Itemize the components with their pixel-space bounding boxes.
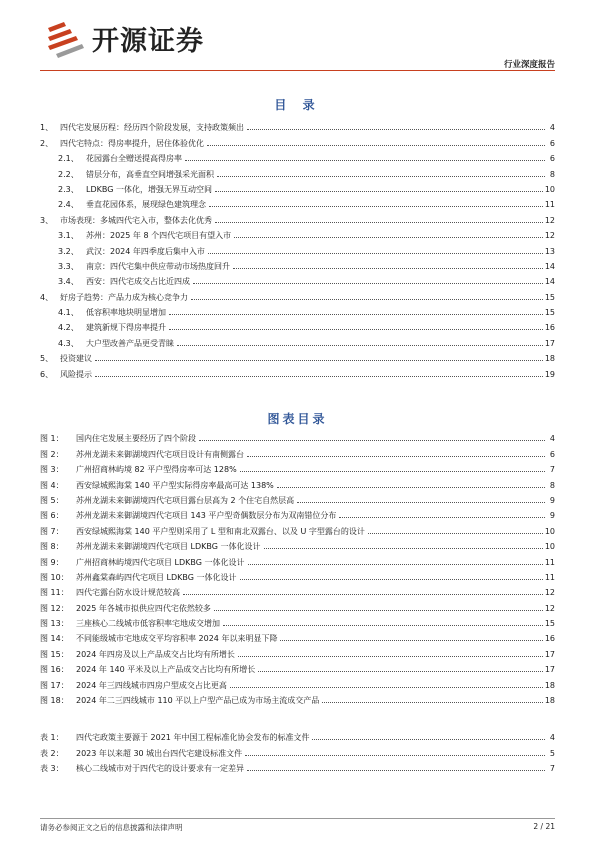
leader-dots [191,299,543,300]
toc-entry[interactable] [40,690,555,705]
leader-dots [209,206,543,207]
entry-title: 风险提示 [60,369,92,379]
leader-dots [185,160,545,161]
leader-dots [234,237,543,238]
entry-title: 三座核心二线城市低容积率宅地成交增加 [76,619,220,629]
footer-page-number: 2 / 21 [533,822,555,831]
brand-name: 开源证券 [92,25,204,57]
toc-entry[interactable] [40,240,555,255]
entry-title: 低容积率地块明显增加 [86,308,166,318]
entry-page: 12 [544,215,555,225]
toc-entry[interactable] [40,582,555,597]
entry-title: 广州招商林屿境 82 平户型得房率可达 128% [76,465,237,475]
entry-title: 市场表现：多城四代宅入市，整体去化优秀 [60,215,212,225]
entry-title: 苏州龙湖未来御湖境四代宅项目露台层高为 2 个住宅自然层高 [76,495,295,505]
entry-page: 16 [544,323,555,333]
entry-page: 8 [549,480,555,490]
entry-title: 南京：四代宅集中供应带动市场热度回升 [86,261,230,271]
entry-title: 西安绿城熙海棠 140 平户型实际得房率最高可达 138% [76,480,274,490]
leader-dots [214,610,543,611]
entry-number: 图 6： [40,511,64,521]
entry-page: 14 [544,277,555,287]
entry-title: 投资建议 [60,354,92,364]
entry-title: 建筑新规下得房率提升 [86,323,166,333]
entry-page: 19 [544,369,555,379]
entry-number: 图 11： [40,588,69,598]
toc-entry[interactable] [40,628,555,643]
entry-number: 图 13： [40,619,69,629]
entry-title: 苏州龙湖未来御湖境四代宅项目设计有南侧露台 [76,449,244,459]
entry-title: 2023 年以来超 30 城出台四代宅建设标准文件 [76,748,243,758]
leader-dots [322,702,543,703]
leader-dots [247,770,545,771]
entry-title: 2024 年 140 平米及以上产品成交占比均有所增长 [76,665,256,675]
entry-title: 2025 年各城市拟供应四代宅依然较多 [76,603,211,613]
leader-dots [240,579,543,580]
entry-number: 图 4： [40,480,64,490]
entry-number: 图 10： [40,572,69,582]
entry-number: 2.2、 [58,169,79,179]
entry-title: 好房子趋势：产品力成为核心竞争力 [60,292,188,302]
entry-number: 图 15： [40,649,69,659]
entry-title: 苏州龙湖未来御湖境四代宅项目 143 平户型奇偶数层分布为双南错位分布 [76,511,337,521]
entry-page: 7 [549,764,555,774]
toc-entry[interactable] [40,348,555,363]
entry-number: 图 17： [40,680,69,690]
leader-dots [215,222,543,223]
leader-dots [169,314,543,315]
toc-title: 目 录 [274,98,321,112]
toc-entry[interactable] [40,536,555,551]
toc-entry[interactable] [40,597,555,612]
entry-number: 3.1、 [58,231,79,241]
entry-title: 垂直花园体系，展现绿色建筑理念 [86,200,206,210]
entry-number: 图 9： [40,557,64,567]
entry-title: 2024 年三四线城市四房户型成交占比更高 [76,680,227,690]
leader-dots [238,656,543,657]
toc-entry[interactable] [40,551,555,566]
entry-number: 表 2： [40,748,64,758]
entry-number: 4.2、 [58,323,79,333]
leader-dots [169,329,543,330]
leader-dots [240,471,545,472]
toc-entry[interactable] [40,459,555,474]
toc-entry[interactable] [40,132,555,147]
entry-title: 四代宅特点：得房率提升，居住体验优化 [60,138,204,148]
toc-entry[interactable] [40,474,555,489]
leader-dots [264,548,543,549]
leader-dots [339,517,545,518]
page-header [0,0,595,70]
toc-entry[interactable] [40,520,555,535]
entry-page: 18 [544,354,555,364]
entry-page: 18 [544,680,555,690]
leader-dots [280,640,542,641]
entry-page: 4 [549,434,555,444]
leader-dots [208,253,543,254]
figure-toc-list [40,428,555,705]
entry-number: 4、 [40,292,54,302]
leader-dots [368,533,543,534]
entry-page: 15 [544,619,555,629]
leader-dots [312,739,545,740]
entry-title: 四代宅政策主要源于 2021 年中国工程标准化协会发布的标准文件 [76,733,310,743]
toc-entry[interactable] [40,613,555,628]
entry-page: 13 [544,246,555,256]
entry-title: 西安：四代宅成交占比近四成 [86,277,190,287]
entry-title: 错层分布，高垂直空间增强采光面积 [86,169,214,179]
leader-dots [95,376,543,377]
toc-entry[interactable] [40,659,555,674]
report-type: 行业深度报告 [503,60,555,70]
entry-number: 图 18： [40,696,69,706]
entry-page: 5 [549,748,555,758]
toc-entry[interactable] [40,428,555,443]
toc-entry[interactable] [40,256,555,271]
entry-title: 广州招商林屿境四代宅项目 LDKBG 一体化设计 [76,557,245,567]
entry-title: 花园露台全赠送提高得房率 [86,154,182,164]
toc-entry[interactable] [40,271,555,286]
entry-page: 14 [544,261,555,271]
entry-title: LDKBG 一体化，增强无界互动空间 [86,184,212,194]
leader-dots [95,360,543,361]
entry-page: 12 [544,588,555,598]
entry-title: 苏州鑫棠森屿四代宅项目 LDKBG 一体化设计 [76,572,237,582]
entry-page: 8 [549,169,555,179]
entry-page: 4 [549,733,555,743]
toc-entry[interactable] [40,286,555,301]
brand-mark-icon [44,18,88,58]
entry-number: 6、 [40,369,54,379]
toc-entry[interactable] [40,163,555,178]
toc-entry[interactable] [40,643,555,658]
entry-page: 10 [544,184,555,194]
entry-title: 西安绿城熙海棠 140 平户型则采用了 L 型和南北双露台、以及 U 字型露台的设计 [76,526,365,536]
toc-entry[interactable] [40,727,555,742]
leader-dots [230,687,543,688]
entry-number: 4.1、 [58,308,79,318]
figure-toc-title: 图表目录 [267,412,328,426]
entry-number: 图 14： [40,634,69,644]
entry-page: 18 [544,696,555,706]
entry-title: 四代宅发展历程：经历四个阶段发展，支持政策频出 [60,123,244,133]
entry-title: 苏州：2025 年 8 个四代宅项目有望入市 [86,231,232,241]
entry-title: 2024 年二三四线城市 110 平以上户型产品已成为市场主流成交产品 [76,696,320,706]
toc-entry[interactable] [40,117,555,132]
leader-dots [217,176,545,177]
entry-number: 图 12： [40,603,69,613]
toc-entry[interactable] [40,332,555,347]
entry-title: 武汉：2024 年四季度后集中入市 [86,246,205,256]
leader-dots [233,268,543,269]
toc-entry[interactable] [40,758,555,773]
entry-page: 16 [544,634,555,644]
entry-number: 2.1、 [58,154,79,164]
toc-entry[interactable] [40,317,555,332]
toc-entry[interactable] [40,505,555,520]
entry-page: 6 [549,154,555,164]
entry-page: 17 [544,665,555,675]
entry-title: 国内住宅发展主要经历了四个阶段 [76,434,196,444]
entry-number: 3.4、 [58,277,79,287]
entry-number: 2、 [40,138,54,148]
leader-dots [183,594,543,595]
toc-entry[interactable] [40,225,555,240]
entry-page: 12 [544,603,555,613]
toc-entry[interactable] [40,363,555,378]
entry-number: 图 7： [40,526,64,536]
entry-number: 图 8： [40,542,64,552]
entry-page: 6 [549,138,555,148]
leader-dots [177,345,543,346]
leader-dots [199,440,545,441]
toc-entry[interactable] [40,209,555,224]
brand-logo [44,18,204,58]
toc-entry[interactable] [40,148,555,163]
entry-page: 12 [544,231,555,241]
entry-number: 2.3、 [58,184,79,194]
toc-entry[interactable] [40,674,555,689]
header-divider [40,70,555,71]
entry-page: 9 [549,511,555,521]
leader-dots [247,129,545,130]
entry-page: 11 [544,200,555,210]
entry-number: 表 1： [40,733,64,743]
leader-dots [247,456,545,457]
toc-entry[interactable] [40,443,555,458]
entry-title: 2024 年四房及以上产品成交占比均有所增长 [76,649,235,659]
entry-number: 图 5： [40,495,64,505]
entry-number: 3、 [40,215,54,225]
entry-page: 17 [544,338,555,348]
leader-dots [258,671,543,672]
entry-page: 11 [544,557,555,567]
leader-dots [297,502,545,503]
leader-dots [248,564,543,565]
leader-dots [207,145,545,146]
leader-dots [245,755,545,756]
entry-page: 9 [549,495,555,505]
entry-number: 3.2、 [58,246,79,256]
entry-number: 图 3： [40,465,64,475]
footer-divider [40,818,555,819]
entry-page: 6 [549,449,555,459]
entry-page: 7 [549,465,555,475]
entry-number: 3.3、 [58,261,79,271]
entry-page: 4 [549,123,555,133]
entry-title: 不同能级城市宅地成交平均容积率 2024 年以来明显下降 [76,634,278,644]
entry-page: 10 [544,526,555,536]
entry-number: 1、 [40,123,54,133]
toc-entry[interactable] [40,567,555,582]
entry-title: 苏州龙湖未来御湖境四代宅项目 LDKBG 一体化设计 [76,542,261,552]
entry-number: 表 3： [40,764,64,774]
toc-entry[interactable] [40,302,555,317]
entry-page: 15 [544,308,555,318]
footer-disclaimer: 请务必参阅正文之后的信息披露和法律声明 [40,823,183,832]
toc-entry[interactable] [40,179,555,194]
leader-dots [193,283,543,284]
entry-page: 15 [544,292,555,302]
entry-page: 10 [544,542,555,552]
entry-number: 5、 [40,354,54,364]
entry-title: 四代宅露台防水设计规范较高 [76,588,180,598]
entry-title: 大户型改善产品更受青睐 [86,338,174,348]
toc-list [40,117,555,379]
leader-dots [277,487,545,488]
entry-number: 4.3、 [58,338,79,348]
entry-title: 核心二线城市对于四代宅的设计要求有一定差异 [76,764,244,774]
entry-number: 图 16： [40,665,69,675]
toc-entry[interactable] [40,490,555,505]
entry-page: 17 [544,649,555,659]
toc-entry[interactable] [40,194,555,209]
entry-page: 11 [544,572,555,582]
toc-entry[interactable] [40,742,555,757]
entry-number: 图 1： [40,434,64,444]
table-toc-list [40,727,555,773]
leader-dots [223,625,543,626]
leader-dots [215,191,543,192]
entry-number: 2.4、 [58,200,79,210]
entry-number: 图 2： [40,449,64,459]
